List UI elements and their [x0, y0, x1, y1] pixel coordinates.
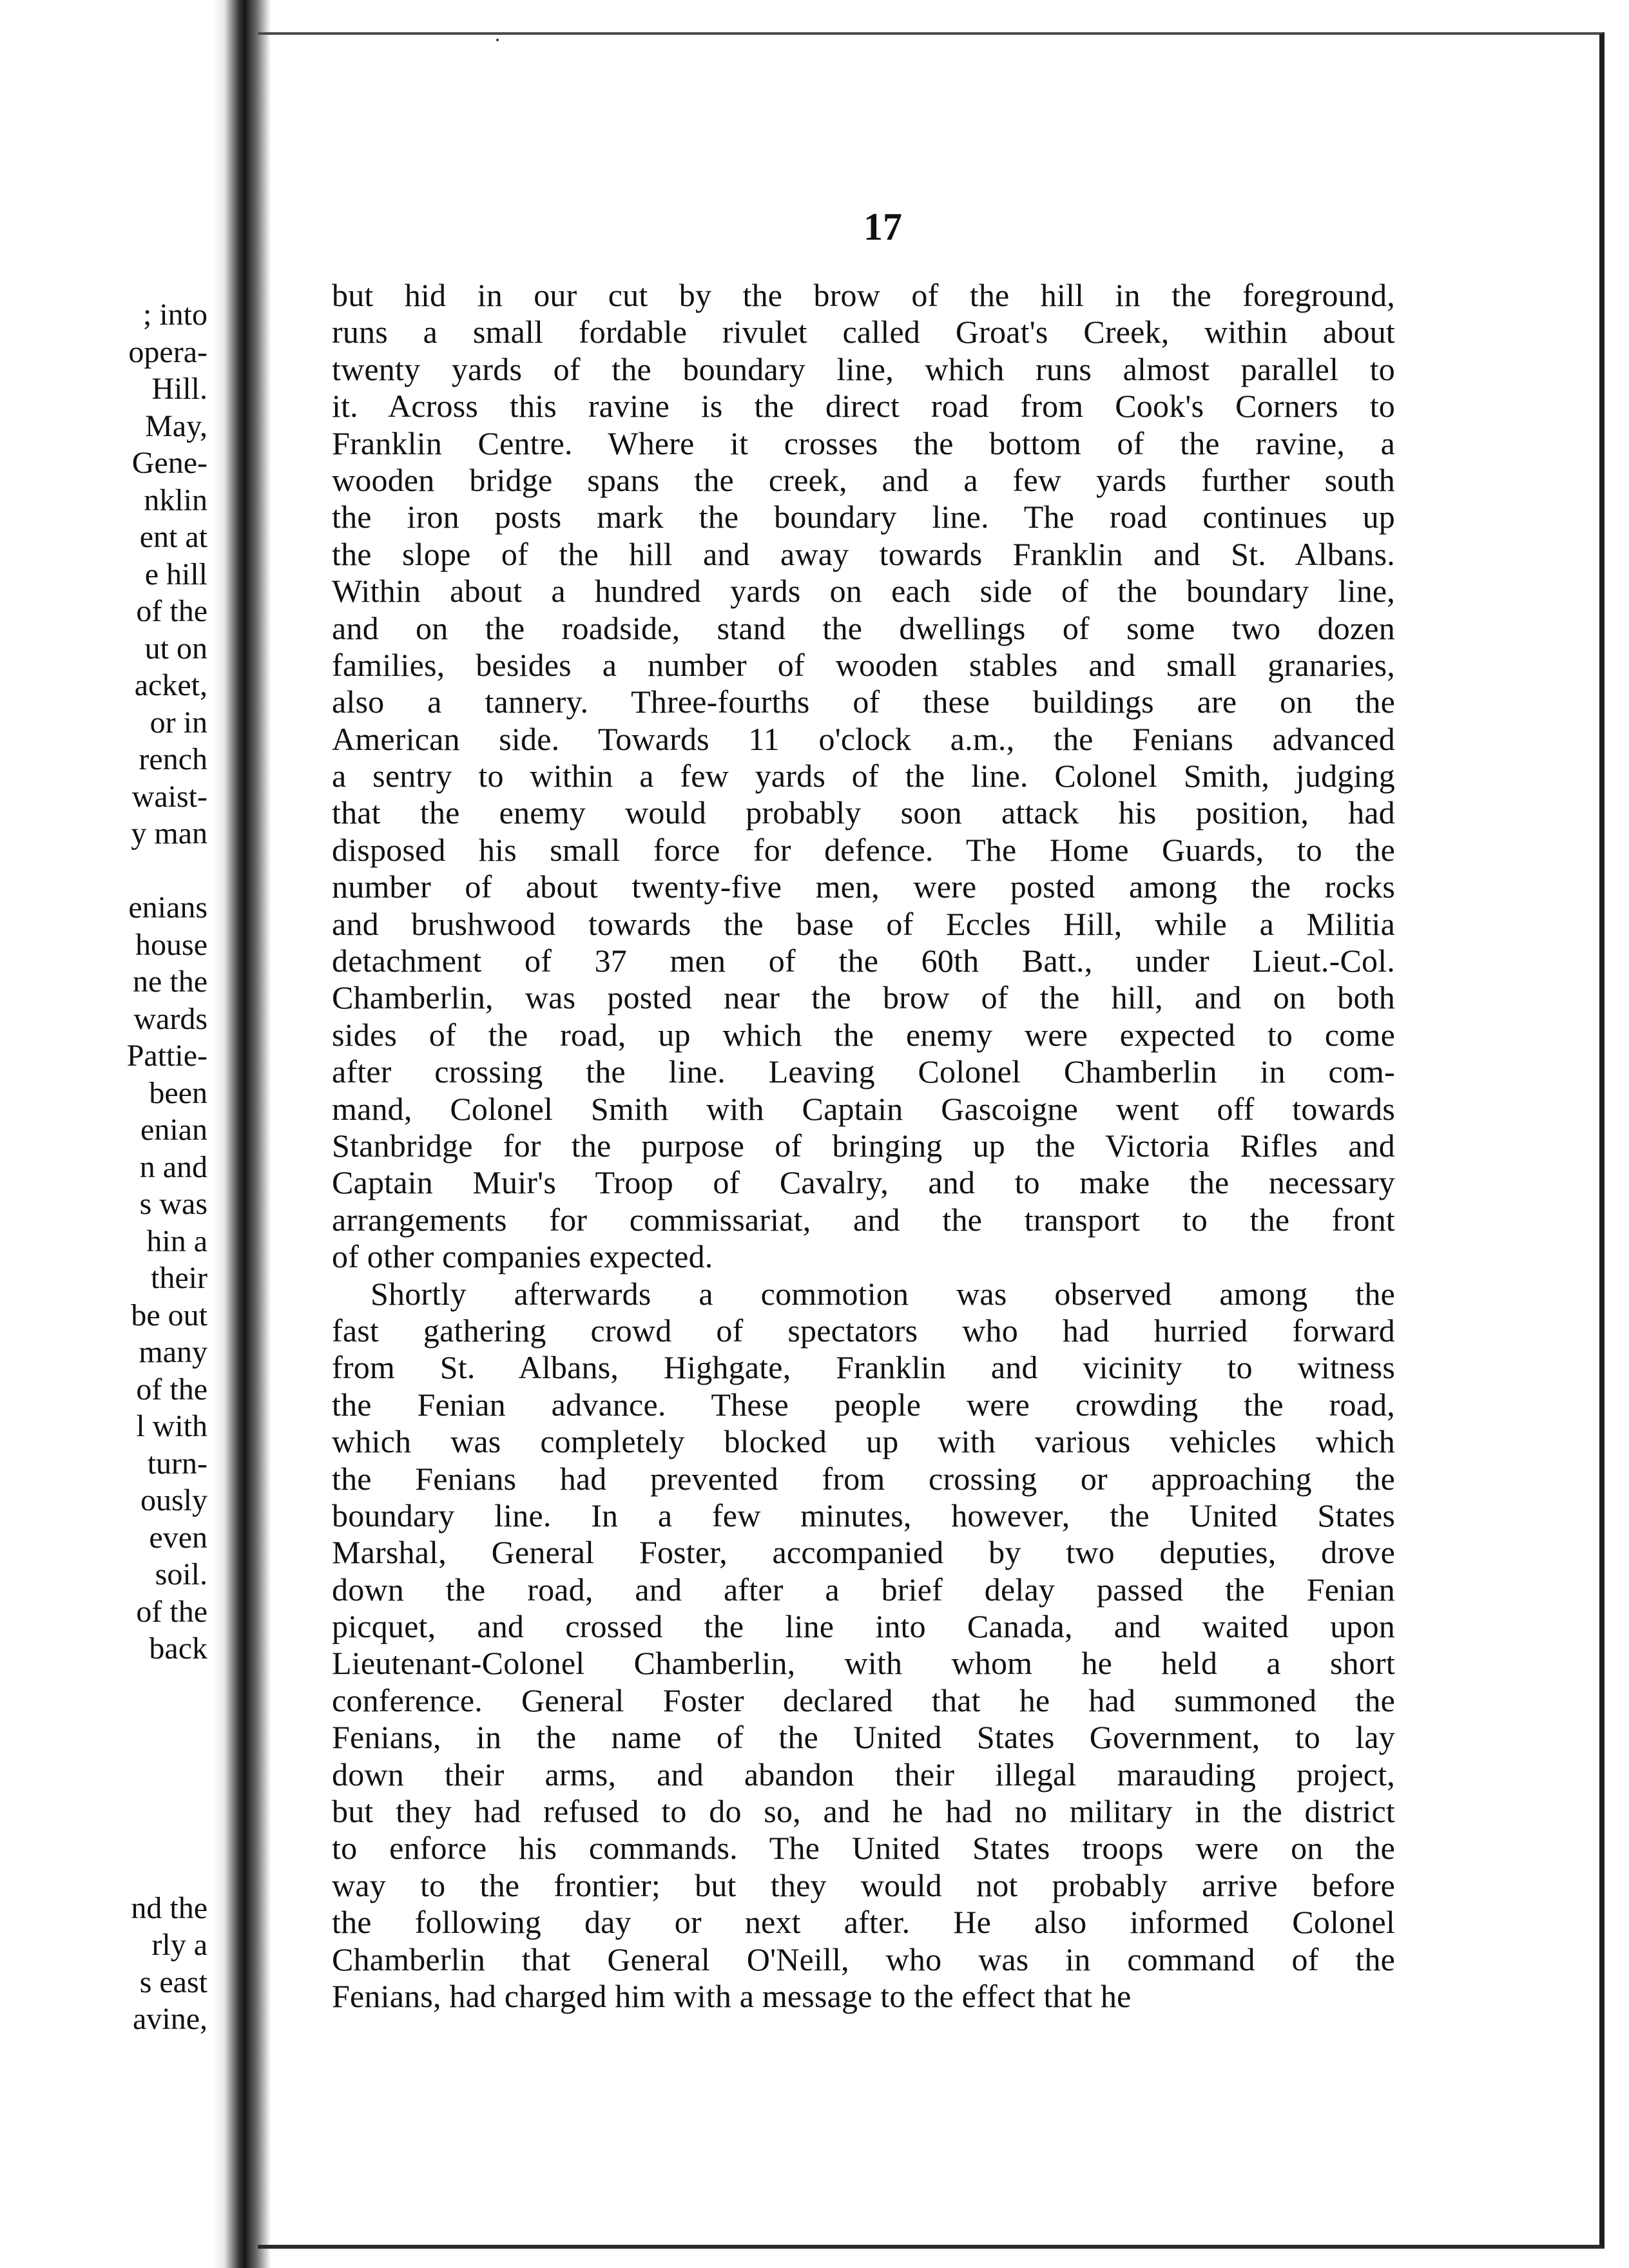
left-page-line: opera-: [128, 334, 207, 369]
left-page-line: many: [139, 1335, 207, 1369]
left-page-line: soil.: [155, 1557, 207, 1591]
left-page-line: ent at: [139, 520, 207, 554]
text-line: way to the frontier; but they would not probably arrive before: [332, 1867, 1395, 1903]
text-line: families, besides a number of wooden stables and small granaries,: [332, 646, 1395, 683]
left-page-line: [0, 1667, 207, 1705]
text-line: Chamberlin that General O'Neill, who was in command of the: [332, 1941, 1395, 1977]
left-page-line: s east: [139, 1965, 207, 1999]
left-page-line: avine,: [133, 2002, 207, 2036]
text-line: Marshal, General Foster, accompanied by two deputies, drove: [332, 1534, 1395, 1571]
text-line: fast gathering crowd of spectators who had hurried forward: [332, 1312, 1395, 1349]
left-page-line: wards: [133, 1001, 207, 1036]
left-page-line: house: [135, 927, 207, 962]
left-page-line: Gene-: [131, 446, 207, 480]
text-line: which was completely blocked up with various vehicles which: [332, 1423, 1395, 1460]
text-line: down their arms, and abandon their illegal marauding project,: [332, 1756, 1395, 1792]
left-page-line: of the: [136, 594, 207, 628]
left-page-line: [0, 1704, 207, 1742]
left-page-line: or in: [149, 705, 207, 740]
text-line: that the enemy would probably soon attack his position, had: [332, 794, 1395, 831]
left-page-line: e hill: [144, 557, 207, 591]
left-page-line: be out: [131, 1298, 207, 1332]
text-line: also a tannery. Three-fourths of these buildings are on the: [332, 684, 1395, 720]
left-page-line: May,: [145, 408, 207, 443]
left-page-line: Hill.: [151, 372, 207, 406]
left-page-line: [0, 1816, 207, 1853]
text-line: the Fenians had prevented from crossing or approaching the: [332, 1460, 1395, 1497]
text-line: Chamberlin, was posted near the brow of the hill, and on both: [332, 979, 1395, 1016]
text-line: Shortly afterwards a commotion was observed among the: [371, 1275, 1395, 1312]
text-line: to enforce his commands. The United States troops were on the: [332, 1830, 1395, 1867]
text-line: twenty yards of the boundary line, which runs almost parallel to: [332, 351, 1395, 387]
left-page-line: s was: [139, 1187, 207, 1221]
left-page-line: acket,: [134, 668, 207, 702]
left-page-line: n and: [139, 1149, 207, 1184]
text-line: American side. Towards 11 o'clock a.m., the Fenians advanced: [332, 720, 1395, 757]
left-page-line: of the: [136, 1372, 207, 1407]
text-line: detachment of 37 men of the 60th Batt., under Lieut.-Col.: [332, 943, 1395, 979]
text-line: it. Across this ravine is the direct road from Cook's Corners to: [332, 388, 1395, 425]
left-page-line: [0, 1778, 207, 1816]
left-page-line: turn-: [147, 1446, 207, 1481]
text-line: runs a small fordable rivulet called Groat's Creek, within about: [332, 314, 1395, 351]
text-line: the following day or next after. He also informed Colonel: [332, 1904, 1395, 1941]
text-line: after crossing the line. Leaving Colonel Chamberlin in com-: [332, 1053, 1395, 1090]
text-line: down the road, and after a brief delay passed the Fenian: [332, 1571, 1395, 1608]
text-line: Captain Muir's Troop of Cavalry, and to make the necessary: [332, 1164, 1395, 1201]
left-page-line: [0, 1852, 207, 1890]
left-page-line: ut on: [144, 631, 207, 666]
main-text-body: [332, 277, 1395, 2015]
text-line: conference. General Foster declared that he had summoned the: [332, 1682, 1395, 1718]
page-number: 17: [863, 206, 902, 248]
left-page-fragment: [0, 296, 207, 2075]
text-line: boundary line. In a few minutes, however, the United States: [332, 1497, 1395, 1533]
left-page-line: nklin: [144, 483, 207, 517]
text-line: Stanbridge for the purpose of bringing up the Victoria Rifles and: [332, 1127, 1395, 1164]
text-line: Franklin Centre. Where it crosses the bottom of the ravine, a: [332, 425, 1395, 461]
text-line: the Fenian advance. These people were crowding the road,: [332, 1386, 1395, 1423]
text-line: Fenians, had charged him with a message to the effect that he: [332, 1977, 1132, 2014]
text-line: number of about twenty-five men, were posted among the rocks: [332, 869, 1395, 905]
text-line: arrangements for commissariat, and the transport to the front: [332, 1201, 1395, 1238]
text-line: Within about a hundred yards on each side of the boundary line,: [332, 573, 1395, 610]
left-page-line: nd the: [131, 1890, 207, 1925]
left-page-line: their: [151, 1261, 207, 1295]
left-page-line: Pattie-: [126, 1039, 207, 1073]
left-page-line: hin a: [146, 1224, 207, 1258]
left-page-line: y man: [131, 816, 207, 850]
left-page-line: been: [149, 1075, 207, 1110]
left-page-line: rench: [139, 742, 207, 776]
text-line: but they had refused to do so, and he had no military in the district: [332, 1793, 1395, 1830]
left-page-line: ously: [140, 1483, 207, 1517]
text-line: and on the roadside, stand the dwellings of some two dozen: [332, 610, 1395, 646]
text-line: picquet, and crossed the line into Canada, and waited upon: [332, 1608, 1395, 1645]
text-line: disposed his small force for defence. The Home Guards, to the: [332, 831, 1395, 868]
text-line: from St. Albans, Highgate, Franklin and vicinity to witness: [332, 1349, 1395, 1386]
left-page-line: ; into: [142, 298, 207, 332]
left-page-line: [0, 852, 207, 890]
left-page-line: [0, 1742, 207, 1779]
left-page-line: of the: [136, 1594, 207, 1629]
left-page-line: waist-: [131, 779, 207, 814]
text-line: the slope of the hill and away towards Franklin and St. Albans.: [332, 535, 1395, 572]
text-line: wooden bridge spans the creek, and a few yards further south: [332, 461, 1395, 498]
left-page-line: rly a: [151, 1928, 207, 1962]
text-line: of other companies expected.: [332, 1238, 713, 1275]
left-page-line: ne the: [133, 965, 207, 999]
scan-speck: [496, 39, 499, 41]
text-line: the iron posts mark the boundary line. The road continues up: [332, 499, 1395, 535]
left-page-line: even: [149, 1520, 207, 1555]
left-page-line: enian: [140, 1113, 207, 1147]
text-line: a sentry to within a few yards of the line. Colonel Smith, judging: [332, 758, 1395, 794]
left-page-line: enians: [128, 890, 207, 925]
left-page-line: back: [149, 1631, 207, 1666]
text-line: but hid in our cut by the brow of the hill in the foreground,: [332, 277, 1395, 313]
text-line: and brushwood towards the base of Eccles Hill, while a Militia: [332, 905, 1395, 942]
text-line: Lieutenant-Colonel Chamberlin, with whom he held a short: [332, 1645, 1395, 1682]
text-line: sides of the road, up which the enemy were expected to come: [332, 1016, 1395, 1053]
text-line: mand, Colonel Smith with Captain Gascoigne went off towards: [332, 1090, 1395, 1127]
left-page-line: l with: [136, 1409, 207, 1443]
text-line: Fenians, in the name of the United States Government, to lay: [332, 1719, 1395, 1756]
